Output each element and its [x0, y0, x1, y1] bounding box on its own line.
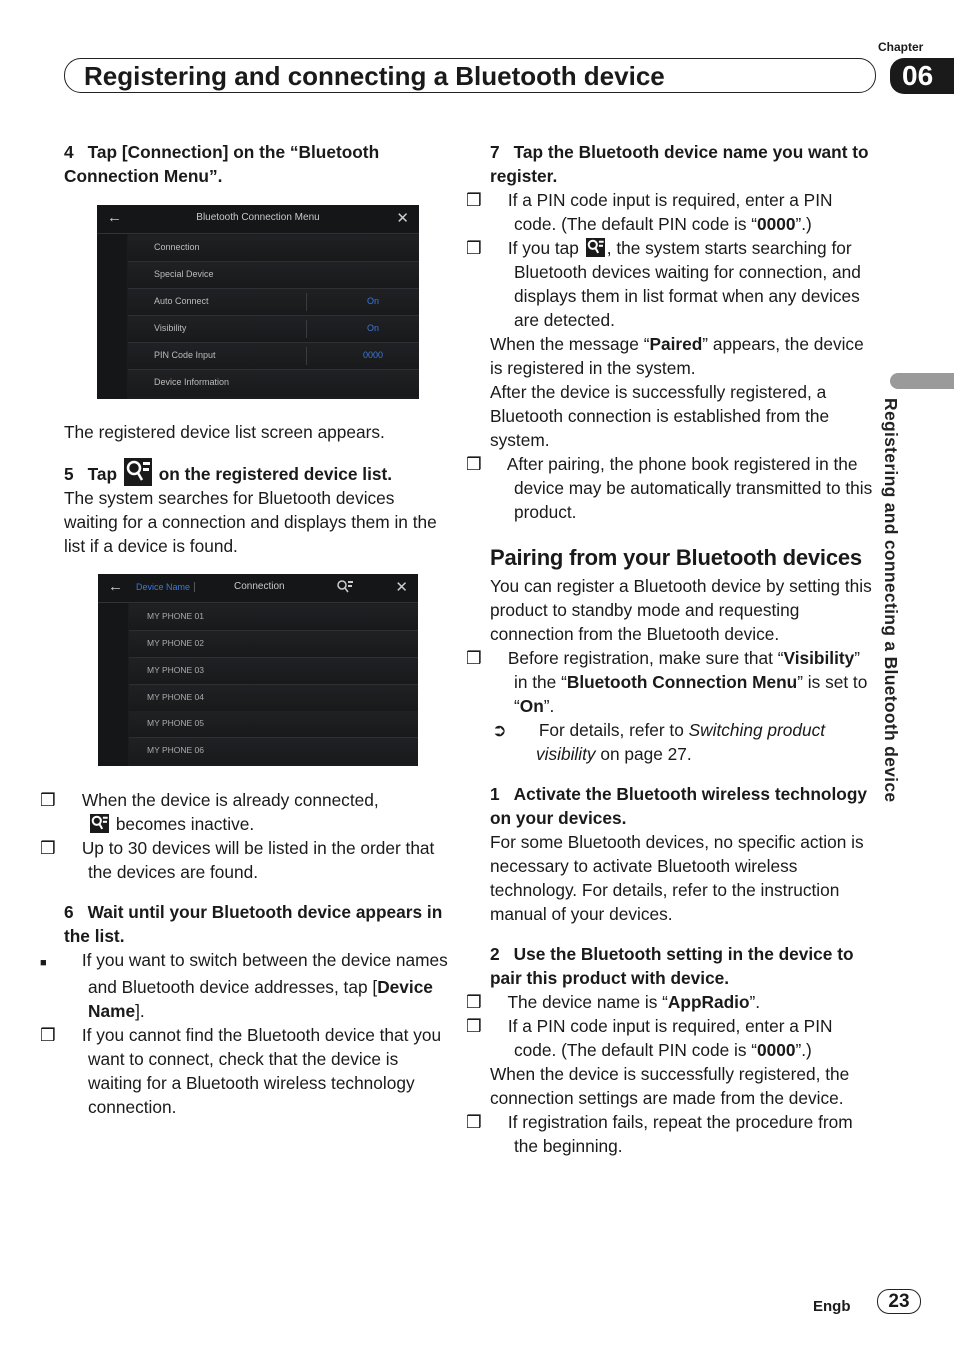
bullet [40, 948, 452, 1023]
note-text: Before registration, make sure that “ [507, 648, 784, 668]
device-name: MY PHONE 06 [147, 745, 205, 755]
menu-row-label: Connection [154, 242, 200, 252]
note-text: ”. [749, 992, 761, 1012]
note-bold: Visibility [783, 648, 855, 668]
step-text: Tap the Bluetooth device name you want to register. [490, 142, 869, 186]
step-5 [64, 458, 452, 486]
right-column [466, 140, 878, 1158]
step-number: 5 [64, 464, 74, 484]
paragraph: You can register a Bluetooth device by setting this product to standby mode and requesting connection from the Bluetooth device. [490, 576, 872, 644]
device-search-icon [586, 238, 605, 257]
device-name: MY PHONE 03 [147, 665, 205, 675]
note [40, 788, 452, 836]
device-name: MY PHONE 05 [147, 718, 205, 728]
bullet-text: If you want to switch between the device names and Bluetooth device addresses, tap [ [81, 950, 448, 997]
bullet-bold: Device Name [88, 977, 433, 1021]
menu-row-label: Auto Connect [154, 296, 209, 306]
section-heading: Pairing from your Bluetooth devices [490, 545, 862, 570]
screenshot-1-space [64, 188, 452, 420]
note [466, 1014, 878, 1062]
bullet-text: ]. [135, 1001, 145, 1021]
note-bold: Bluetooth Connection Menu [566, 672, 798, 692]
step-text: Use the Bluetooth setting in the device to pair this product with device. [490, 944, 854, 988]
paragraph: The registered device list screen appears. [64, 422, 385, 442]
close-icon: ✕ [396, 210, 409, 227]
paragraph: The system searches for Bluetooth devices waiting for a connection and displays them in the list if a device is found. [64, 488, 437, 556]
language-code: Engb [813, 1298, 851, 1315]
step-2 [490, 942, 878, 990]
screenshot-title: Bluetooth Connection Menu [196, 212, 320, 223]
device-name: MY PHONE 02 [147, 638, 205, 648]
note-text: , the system starts searching for Bluetooth devices waiting for connection, and displays them in list format when any devices are detected. [514, 238, 861, 330]
reference-text: For details, refer to [538, 720, 689, 740]
menu-row-label: PIN Code Input [154, 350, 216, 360]
note-bold: 0000 [757, 214, 796, 234]
note [466, 1110, 878, 1158]
back-arrow-icon: ← [108, 578, 123, 595]
menu-row-value: On [366, 323, 379, 333]
paragraph: When the device is successfully registered, the connection settings are made from the device. [490, 1064, 850, 1108]
note [40, 836, 452, 884]
note-icon: ❒ [40, 790, 56, 810]
note [466, 452, 878, 524]
left-column [40, 140, 452, 1119]
step-4 [64, 140, 452, 188]
paragraph-bold: Paired [649, 334, 703, 354]
note-bold: AppRadio [667, 992, 750, 1012]
step-1 [490, 782, 878, 830]
gap [64, 444, 452, 458]
screenshot-title: Connection [234, 581, 285, 592]
step-number: 1 [490, 784, 500, 804]
note-icon: ❒ [466, 1112, 482, 1132]
step-number: 2 [490, 944, 500, 964]
paragraph: For some Bluetooth devices, no specific action is necessary to activate Bluetooth wireless technology. For details, refer to the instruction manual of your devices. [490, 832, 864, 924]
device-search-icon [90, 814, 109, 833]
step-6 [64, 900, 452, 948]
device-name: MY PHONE 04 [147, 692, 205, 702]
page-title: Registering and connecting a Bluetooth device [84, 61, 665, 91]
step-number: 7 [490, 142, 500, 162]
note [466, 188, 878, 236]
note [40, 1023, 452, 1119]
chapter-label: Chapter [878, 40, 924, 54]
gap [490, 926, 878, 942]
note [466, 236, 878, 332]
paragraph: After the device is successfully registered, a Bluetooth connection is established from the system. [490, 382, 830, 450]
step-7 [490, 140, 878, 188]
screenshot-2-space [64, 558, 452, 788]
note-text: ” in the “ [514, 648, 861, 692]
note-text: ” is set to “ [514, 672, 868, 716]
note-icon: ❒ [466, 190, 482, 210]
note-icon: ❒ [466, 238, 482, 258]
menu-row-value: On [366, 296, 379, 306]
device-name-button: Device Name [136, 582, 195, 592]
side-tab-marker [890, 373, 954, 389]
note-icon: ❒ [40, 1025, 56, 1045]
note-text: If you tap [507, 238, 579, 258]
note-bold: 0000 [757, 1040, 796, 1060]
note-text: If you cannot find the Bluetooth device that you want to connect, check that the device is waiting for a Bluetooth wireless technology connection. [81, 1025, 442, 1117]
paragraph-text: ” appears, the device is registered in the system. [490, 334, 864, 378]
note-text: Up to 30 devices will be listed in the order that the devices are found. [81, 838, 435, 882]
side-section-label: Registering and connecting a Bluetooth device [881, 398, 901, 803]
note-icon: ❒ [466, 992, 482, 1012]
reference-link: Switching product visibility [536, 720, 826, 764]
step-text: Wait until your Bluetooth device appears in the list. [64, 902, 443, 946]
page-number: 23 [877, 1289, 921, 1314]
chapter-number: 06 [890, 58, 954, 94]
menu-row-value: 0000 [362, 350, 384, 360]
note-bold: On [519, 696, 544, 716]
note [466, 990, 878, 1014]
gap [490, 766, 878, 782]
note-icon: ❒ [466, 1016, 482, 1036]
note-text: If a PIN code input is required, enter a PIN code. (The default PIN code is “ [507, 190, 833, 234]
note-text: ”.) [795, 214, 812, 234]
step-text: Activate the Bluetooth wireless technology on your devices. [490, 784, 867, 828]
step-text: Tap [87, 464, 118, 484]
step-text: on the registered device list. [158, 464, 393, 484]
gap [64, 884, 452, 900]
cross-reference [490, 718, 878, 766]
paragraph [490, 332, 878, 380]
note-text: ”. [543, 696, 555, 716]
paragraph-text: When the message “ [490, 334, 650, 354]
note-icon: ❒ [466, 648, 482, 668]
note-text: becomes inactive. [115, 814, 255, 834]
note-icon: ❒ [466, 454, 482, 474]
reference-arrow-icon: ➲ [492, 720, 507, 740]
note-text: When the device is already connected, [81, 790, 379, 810]
note [466, 646, 878, 718]
note-text: If a PIN code input is required, enter a PIN code. (The default PIN code is “ [507, 1016, 833, 1060]
step-number: 4 [64, 142, 74, 162]
step-number: 6 [64, 902, 74, 922]
note-text: If registration fails, repeat the procedure from the beginning. [507, 1112, 853, 1156]
note-text: After pairing, the phone book registered in the device may be automatically transmitted to this product. [506, 454, 873, 522]
menu-row-label: Visibility [154, 323, 187, 333]
reference-text: on page 27. [595, 744, 692, 764]
note-text: ”.) [795, 1040, 812, 1060]
note-text: The device name is “ [507, 992, 668, 1012]
close-icon: ✕ [395, 579, 408, 596]
note-icon: ❒ [40, 838, 56, 858]
device-name: MY PHONE 01 [147, 611, 205, 621]
back-arrow-icon: ← [107, 209, 122, 226]
bullet-icon: ■ [40, 957, 47, 969]
menu-row-label: Device Information [154, 377, 230, 387]
device-search-icon [124, 458, 152, 486]
menu-row-label: Special Device [154, 269, 214, 279]
gap [490, 524, 878, 544]
step-text: Tap [Connection] on the “Bluetooth Connection Menu”. [64, 142, 380, 186]
